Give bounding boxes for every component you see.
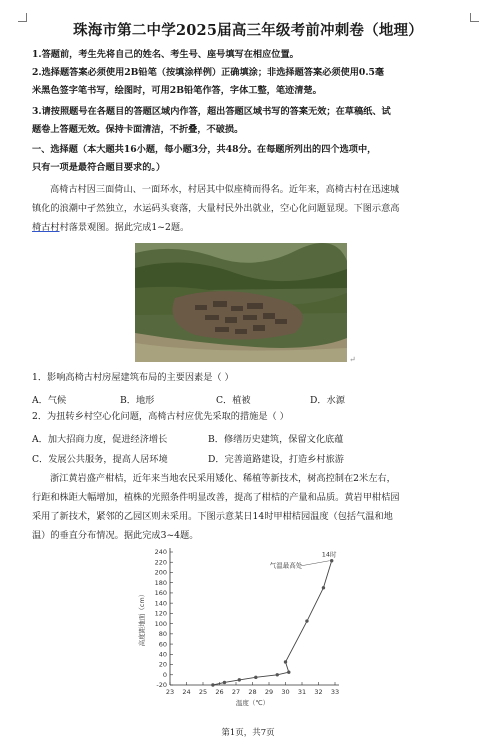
y-tick-label: 100 (154, 619, 167, 628)
village-landscape-photo (135, 243, 347, 362)
data-point (223, 681, 226, 684)
page-footer: 第1页，共7页 (221, 728, 275, 738)
instruction-1: 1.答题前，考生先将自己的姓名、考生号、座号填写在相应位置。 (32, 49, 299, 60)
passage1-line1: 高椅古村因三面倚山、一面环水，村居其中似座椅而得名。近年来，高椅古村在迅速城 (50, 184, 400, 195)
passage1-line3: 椅古村村落景观图。据此完成1~2题。 (32, 222, 190, 233)
y-tick-label: 180 (154, 578, 167, 587)
data-point (254, 676, 257, 679)
x-tick-label: 26 (215, 688, 224, 696)
q2-option-d[interactable]: D．完善道路建设，打造乡村旅游 (208, 454, 344, 465)
y-tick-label: 80 (158, 630, 167, 639)
x-axis-label: 温度（℃） (235, 699, 270, 707)
instruction-3: 3.请按照题号在各题目的答题区域内作答，超出答题区域书写的答案无效；在草稿纸、试 (32, 106, 391, 117)
passage1-line2: 镇化的浪潮中孑然独立，水运码头衰落，大量村民外出就业，空心化问题显现。下图示意高 (32, 203, 400, 214)
y-tick-label: -20 (156, 681, 167, 690)
section-heading-cont: 只有一项是最符合题目要求的。） (32, 162, 166, 173)
q1-option-a[interactable]: A．气候 (32, 395, 67, 406)
x-tick-label: 30 (281, 688, 290, 696)
x-tick-label: 24 (182, 688, 191, 696)
place-name-link: 椅古村 (32, 222, 60, 233)
series-line-14h (213, 561, 332, 685)
y-tick-label: 0 (162, 670, 167, 679)
y-tick-label: 120 (154, 609, 167, 618)
data-point (276, 673, 279, 676)
x-tick-label: 29 (264, 688, 274, 696)
y-tick-label: 60 (158, 640, 167, 649)
y-tick-label: 40 (158, 650, 167, 659)
x-tick-label: 33 (330, 688, 340, 696)
paragraph-mark: ↵ (349, 355, 356, 364)
temperature-profile-chart (130, 540, 350, 710)
data-point (287, 671, 290, 674)
y-tick-label: 240 (154, 548, 167, 557)
data-point (211, 683, 214, 686)
data-point (305, 619, 308, 622)
q1-stem: 1．影响高椅古村房屋建筑布局的主要因素是（ ） (32, 372, 234, 383)
y-tick-label: 220 (154, 558, 167, 567)
section-heading: 一、选择题（本大题共16小题，每小题3分，共48分。在每题所列出的四个选项中， (32, 144, 377, 155)
x-tick-label: 31 (297, 688, 307, 696)
annotation-leader-line (302, 561, 330, 566)
q2-option-a[interactable]: A．加大招商力度，促进经济增长 (32, 434, 168, 445)
annotation-max-temp: 气温最高处 (269, 561, 303, 570)
passage2-line3: 采用了新技术，紧邻的乙园区则未采用。下图示意某日14时甲柑桔园温度（包括气温和地 (32, 511, 393, 522)
q2-option-b[interactable]: B．修缮历史建筑，保留文化底蕴 (208, 434, 344, 445)
passage2-line2: 行距和株距大幅增加，植株的光照条件明显改善，提高了柑桔的产量和品质。黄岩甲柑桔园 (32, 492, 400, 503)
q1-option-d[interactable]: D．水源 (310, 395, 345, 406)
x-tick-label: 32 (314, 688, 323, 696)
y-tick-label: 140 (154, 599, 167, 608)
data-point (322, 586, 325, 589)
data-point (238, 678, 241, 681)
q2-option-c[interactable]: C．发展公共服务，提高人居环境 (32, 454, 168, 465)
exam-title: 珠海市第二中学2025届高三年级考前冲刺卷（地理） (73, 22, 423, 39)
x-tick-label: 27 (231, 688, 241, 696)
data-point (284, 660, 287, 663)
instruction-2-cont: 米黑色签字笔书写，绘图时，可用2B铅笔作答，字体工整，笔迹清楚。 (32, 85, 322, 96)
y-tick-label: 20 (158, 660, 167, 669)
data-point (330, 559, 333, 562)
q1-option-b[interactable]: B．地形 (120, 395, 155, 406)
instruction-3-cont: 题卷上答题无效。保持卡面清洁，不折叠，不破损。 (32, 124, 244, 135)
y-tick-label: 160 (154, 589, 167, 598)
passage2-line4: 温）的垂直分布情况。据此完成3~4题。 (32, 530, 199, 541)
x-tick-label: 28 (248, 688, 257, 696)
q1-option-c[interactable]: C．植被 (216, 395, 251, 406)
series-label-14h: 14时 (321, 550, 337, 559)
x-tick-label: 23 (165, 688, 175, 696)
instruction-2: 2.选择题答案必须使用2B铅笔（按填涂样例）正确填涂；非选择题答案必须使用0.5毫 (32, 67, 385, 78)
x-tick-label: 25 (198, 688, 208, 696)
q2-stem: 2．为扭转乡村空心化问题，高椅古村应优先采取的措施是（ ） (32, 411, 289, 422)
y-axis-label: 高度距地面（cm） (138, 590, 146, 647)
y-tick-label: 200 (154, 568, 167, 577)
passage2-line1: 浙江黄岩盛产柑桔，近年来当地农民采用矮化、稀植等新技术，树高控制在2米左右， (50, 473, 396, 484)
